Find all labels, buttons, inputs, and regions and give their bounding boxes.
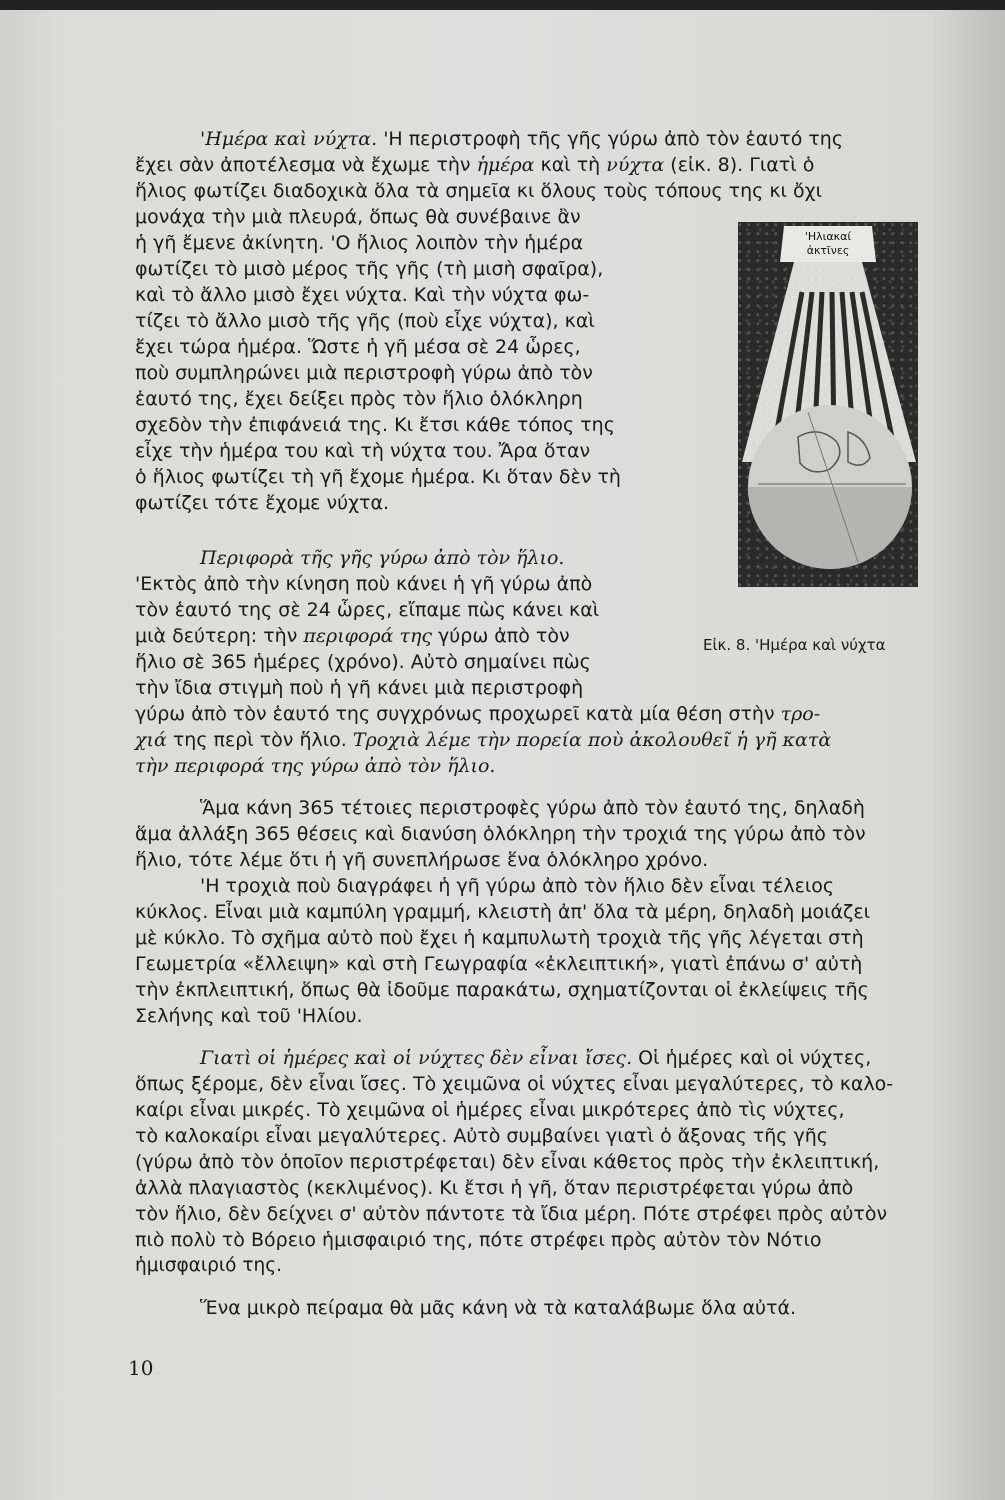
text-line xyxy=(135,1202,887,1226)
text-line xyxy=(135,413,615,437)
scan-top-border xyxy=(0,0,1005,10)
text-line xyxy=(135,978,869,1002)
text-line xyxy=(135,179,822,203)
text-run: ὅπως ξέρομε, δὲν εἶναι ἴσες. Τὸ χειμῶνα οἱ νύχτες εἶναι μεγαλύτερες, τὸ καλο- xyxy=(135,1073,894,1095)
text-line xyxy=(135,822,866,846)
text-run: ἡμισφαιριό της. xyxy=(135,1255,282,1276)
text-line xyxy=(200,796,865,820)
text-run: ἥλιο, τότε λέμε ὅτι ἡ γῆ συνεπλήρωσε ἕνα ὁλόκληρο χρόνο. xyxy=(135,849,709,871)
text-line xyxy=(135,1004,363,1028)
text-run: εἶχε τὴν ἡμέρα του καὶ τὴ νύχτα του. Ἄρα ὅταν xyxy=(135,440,591,462)
text-line xyxy=(135,926,864,950)
text-line xyxy=(135,309,595,333)
text-run: της περὶ τὸν ἥλιο. xyxy=(166,729,353,751)
text-run: ἀλλὰ πλαγιαστὸς (κεκλιμένος). Κι ἔτσι ἡ γῆ, ὅταν περιστρέφεται γύρω ἀπὸ xyxy=(135,1177,854,1199)
text-run: ἥλιο σὲ 365 ἡμέρες (χρόνο). Αὐτὸ σημαίνει πὼς xyxy=(135,651,591,673)
italic-run: περιφορά της xyxy=(303,625,432,647)
text-run: κύκλος. Εἶναι μιὰ καμπύλη γραμμή, κλειστὴ ἀπ' ὅλα τὰ μέρη, δηλαδὴ μοιάζει xyxy=(135,901,871,923)
text-line xyxy=(200,546,564,570)
text-run: τίζει τὸ ἄλλο μισὸ τῆς γῆς (ποὺ εἶχε νύχτα), καὶ xyxy=(135,310,595,332)
figure-mark: Β xyxy=(898,432,906,445)
text-run: ἑαυτό της, ἔχει δείξει πρὸς τὸν ἥλιο ὁλόκληρη xyxy=(135,388,583,410)
figure-sun-rays-earth xyxy=(738,222,918,587)
text-line xyxy=(135,439,590,463)
text-run: φωτίζει τότε ἔχομε νύχτα. xyxy=(135,492,390,514)
text-run: ἥλιος φωτίζει διαδοχικὰ ὅλα τὰ σημεῖα κι ὅλους τοὺς τόπους της κι ὄχι xyxy=(135,180,823,202)
text-line xyxy=(135,361,593,385)
text-run: τὴν ἴδια στιγμὴ ποὺ ἡ γῆ κάνει μιὰ περιστροφὴ xyxy=(135,677,584,699)
text-run: ἅμα ἀλλάξη 365 θέσεις καὶ διανύση ὁλόκληρη τὴν τροχιά της γύρω ἀπὸ τὸν xyxy=(135,823,866,845)
text-line xyxy=(135,598,599,622)
text-line xyxy=(135,335,581,359)
text-line xyxy=(135,153,814,177)
figure-label-line1: 'Ηλιακαί xyxy=(804,230,852,243)
text-line xyxy=(200,874,834,898)
text-line xyxy=(135,205,581,229)
text-line xyxy=(200,127,843,151)
text-run: 'Η περιστροφὴ τῆς γῆς γύρω ἀπὸ τὸν ἑαυτό της xyxy=(377,128,843,150)
text-run: 'Η τροχιὰ ποὺ διαγράφει ἡ γῆ γύρω ἀπὸ τὸν ἥλιο δὲν εἶναι τέλειος xyxy=(200,875,835,897)
text-run: Οἱ ἡμέρες καὶ οἱ νύχτες, xyxy=(632,1047,872,1069)
text-line xyxy=(135,257,603,281)
text-run: (εἰκ. 8). Γιατὶ ὁ xyxy=(664,154,815,176)
italic-run: Περιφορὰ τῆς γῆς γύρω ἀπὸ τὸν ἥλιο. xyxy=(200,547,565,569)
italic-run: Τροχιὰ λέμε τὴν πορεία ποὺ ἀκολουθεῖ ἡ γῆ κατὰ xyxy=(352,729,832,751)
text-run: ποὺ συμπληρώνει μιὰ περιστροφὴ γύρω ἀπὸ τὸν xyxy=(135,362,593,384)
text-run: καίρι εἶναι μικρές. Τὸ χειμῶνα οἱ ἡμέρες εἶναι μικρότερες ἀπὸ τὶς νύχτες, xyxy=(135,1099,845,1121)
text-line xyxy=(135,848,708,872)
text-line xyxy=(135,728,831,752)
text-line xyxy=(200,1296,796,1320)
text-run: μονάχα τὴν μιὰ πλευρά, ὅπως θὰ συνέβαινε ἂν xyxy=(135,206,581,228)
text-line xyxy=(135,1150,879,1174)
text-run: ὁ ἥλιος φωτίζει τὴ γῆ ἔχομε ἡμέρα. Κι ὅταν δὲν τὴ xyxy=(135,466,621,488)
text-line xyxy=(135,702,820,726)
text-run: Σελήνης καὶ τοῦ 'Ηλίου. xyxy=(135,1005,363,1027)
text-run: (γύρω ἀπὸ τὸν ὁποῖον περιστρέφεται) δὲν εἶναι κάθετος πρὸς τὴν ἐκλειπτική, xyxy=(135,1151,880,1173)
figure-label xyxy=(788,230,868,258)
text-line xyxy=(135,387,583,411)
figure-label-line2: ἀκτῖνες xyxy=(806,244,850,257)
text-run: ἔχει τώρα ἡμέρα. Ὥστε ἡ γῆ μέσα σὲ 24 ὧρες, xyxy=(135,336,581,358)
text-run: γύρω ἀπὸ τὸν xyxy=(431,625,570,647)
text-line xyxy=(135,1228,822,1252)
text-run: τὸν ἑαυτό της σὲ 24 ὧρες, εἴπαμε πὼς κάνει καὶ xyxy=(135,599,600,621)
text-line xyxy=(135,676,583,700)
text-run: Γεωμετρία «ἔλλειψη» καὶ στὴ Γεωγραφία «ἐκλειπτική», γιατὶ ἐπάνω σ' αὐτὴ xyxy=(135,953,863,975)
text-run: καὶ τὸ ἄλλο μισὸ ἔχει νύχτα. Καὶ τὴν νύχτα φω- xyxy=(135,284,590,306)
text-line xyxy=(135,1176,853,1200)
text-line xyxy=(135,1254,282,1278)
text-line xyxy=(135,1098,845,1122)
italic-run: Γιατὶ οἱ ἡμέρες καὶ οἱ νύχτες δὲν εἶναι ἴσες. xyxy=(200,1047,633,1069)
text-line xyxy=(135,650,591,674)
text-run: τὸν ἥλιο, δὲν δείχνει σ' αὐτὸν πάντοτε τὰ ἴδια μέρη. Πότε στρέφει πρὸς αὐτὸν xyxy=(135,1203,888,1225)
text-line xyxy=(135,1072,893,1096)
italic-run: 'Ημέρα καὶ νύχτα. xyxy=(200,128,378,150)
text-line xyxy=(135,624,570,648)
text-run: σχεδὸν τὴν ἐπιφάνειά της. Κι ἔτσι κάθε τόπος της xyxy=(135,414,615,436)
text-line xyxy=(135,1124,828,1148)
text-line xyxy=(135,754,495,778)
text-run: τὸ καλοκαίρι εἶναι μεγαλύτερες. Αὐτὸ συμβαίνει γιατὶ ὁ ἄξονας τῆς γῆς xyxy=(135,1125,828,1147)
italic-run: νύχτα xyxy=(606,154,665,176)
text-run: πιὸ πολὺ τὸ Βόρειο ἡμισφαιριό της, πότε στρέφει πρὸς αὐτὸν τὸν Νότιο xyxy=(135,1229,822,1251)
text-line xyxy=(135,465,621,489)
text-line xyxy=(135,491,389,515)
sun-rays-globe-illustration xyxy=(738,222,918,587)
text-run: μιὰ δεύτερη: τὴν xyxy=(135,625,304,647)
text-run: καὶ τὴ xyxy=(534,154,607,176)
figure-caption: Εἰκ. 8. 'Ημέρα καὶ νύχτα xyxy=(703,636,886,654)
text-line xyxy=(135,952,862,976)
page-number: 10 xyxy=(128,1356,154,1380)
text-line xyxy=(135,283,589,307)
italic-run: τρο- xyxy=(780,703,821,725)
text-line xyxy=(135,572,592,596)
text-run: ἔχει σὰν ἀποτέλεσμα νὰ ἔχωμε τὴν xyxy=(135,154,477,176)
text-run: ἡ γῆ ἔμενε ἀκίνητη. 'Ο ἥλιος λοιπὸν τὴν ἡμέρα xyxy=(135,232,584,254)
italic-run: ἡμέρα xyxy=(476,154,535,176)
text-line xyxy=(135,231,583,255)
text-run: Ἅμα κάνη 365 τέτοιες περιστροφὲς γύρω ἀπὸ τὸν ἑαυτό της, δηλαδὴ xyxy=(200,797,865,819)
text-run: τὴν ἐκπλειπτική, ὅπως θὰ ἰδοῦμε παρακάτω, σχηματίζονται οἱ ἐκλείψεις τῆς xyxy=(135,979,869,1001)
text-line xyxy=(135,900,870,924)
text-run: Ἕνα μικρὸ πείραμα θὰ μᾶς κάνη νὰ τὰ καταλάβωμε ὅλα αὐτά. xyxy=(200,1297,797,1319)
text-run: φωτίζει τὸ μισὸ μέρος τῆς γῆς (τὴ μισὴ σφαῖρα), xyxy=(135,258,604,280)
italic-run: τὴν περιφορά της γύρω ἀπὸ τὸν ἥλιο. xyxy=(135,755,496,777)
text-run: μὲ κύκλο. Τὸ σχῆμα αὐτὸ ποὺ ἔχει ἡ καμπυλωτὴ τροχιὰ τῆς γῆς λέγεται στὴ xyxy=(135,927,864,949)
text-run: 'Εκτὸς ἀπὸ τὴν κίνηση ποὺ κάνει ἡ γῆ γύρω ἀπὸ xyxy=(135,573,593,595)
text-line xyxy=(200,1046,871,1070)
text-run: γύρω ἀπὸ τὸν ἑαυτό της συγχρόνως προχωρεῖ κατὰ μία θέση στὴν xyxy=(135,703,781,725)
italic-run: χιά xyxy=(135,729,167,751)
